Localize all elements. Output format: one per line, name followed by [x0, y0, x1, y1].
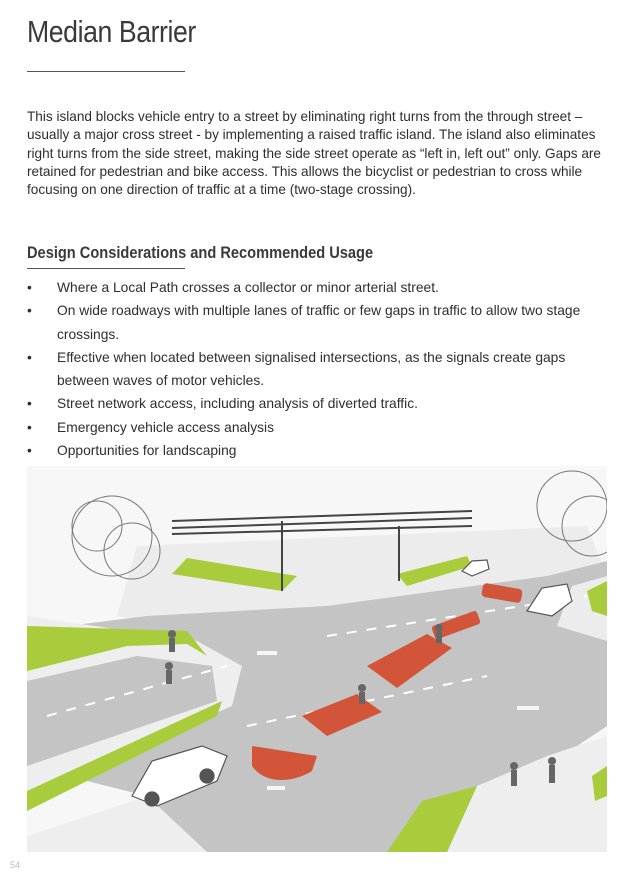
bullet-icon: • [27, 419, 32, 435]
list-item [27, 392, 612, 415]
list-item [27, 416, 612, 439]
median-barrier-illustration [27, 466, 607, 852]
page-number: 54 [10, 860, 21, 870]
bullet-icon: • [27, 396, 32, 412]
list-item [27, 299, 612, 346]
bullet-icon: • [27, 280, 32, 295]
list-item-text: Opportunities for landscaping [57, 443, 237, 459]
list-item [27, 276, 612, 299]
bullet-icon: • [27, 443, 32, 459]
bullet-icon: • [27, 303, 32, 319]
list-item-text: On wide roadways with multiple lanes of traffic or few gaps in traffic to allow two stage crossings. [57, 303, 581, 342]
list-item-text: Street network access, including analysis of diverted traffic. [57, 396, 418, 412]
considerations-list [27, 276, 612, 462]
list-item-text: Effective when located between signalised intersections, as the signals create gaps between waves of motor vehicles. [57, 349, 566, 389]
intro-paragraph: This island blocks vehicle entry to a street by eliminating right turns from the through street – usually a major cross street - by implementing a raised traffic island. The island also eliminates right turns from the side street, making the side street operate as “left in, left out” only. Gaps are retained for pedestrian and bike access. This allows the bicyclist or pedestrian to cross while focusing on one direction of traffic at a time (two-stage crossing). [27, 109, 601, 198]
section-heading: Design Considerations and Recommended Usage [27, 243, 374, 262]
page-title: Median Barrier [27, 14, 196, 49]
section-heading-underline [27, 268, 185, 269]
list-item [27, 346, 612, 393]
list-item [27, 439, 612, 462]
list-item-text: Where a Local Path crosses a collector or minor arterial street. [57, 280, 439, 295]
bullet-icon: • [27, 349, 32, 365]
title-underline [27, 71, 185, 72]
list-item-text: Emergency vehicle access analysis [57, 419, 275, 435]
